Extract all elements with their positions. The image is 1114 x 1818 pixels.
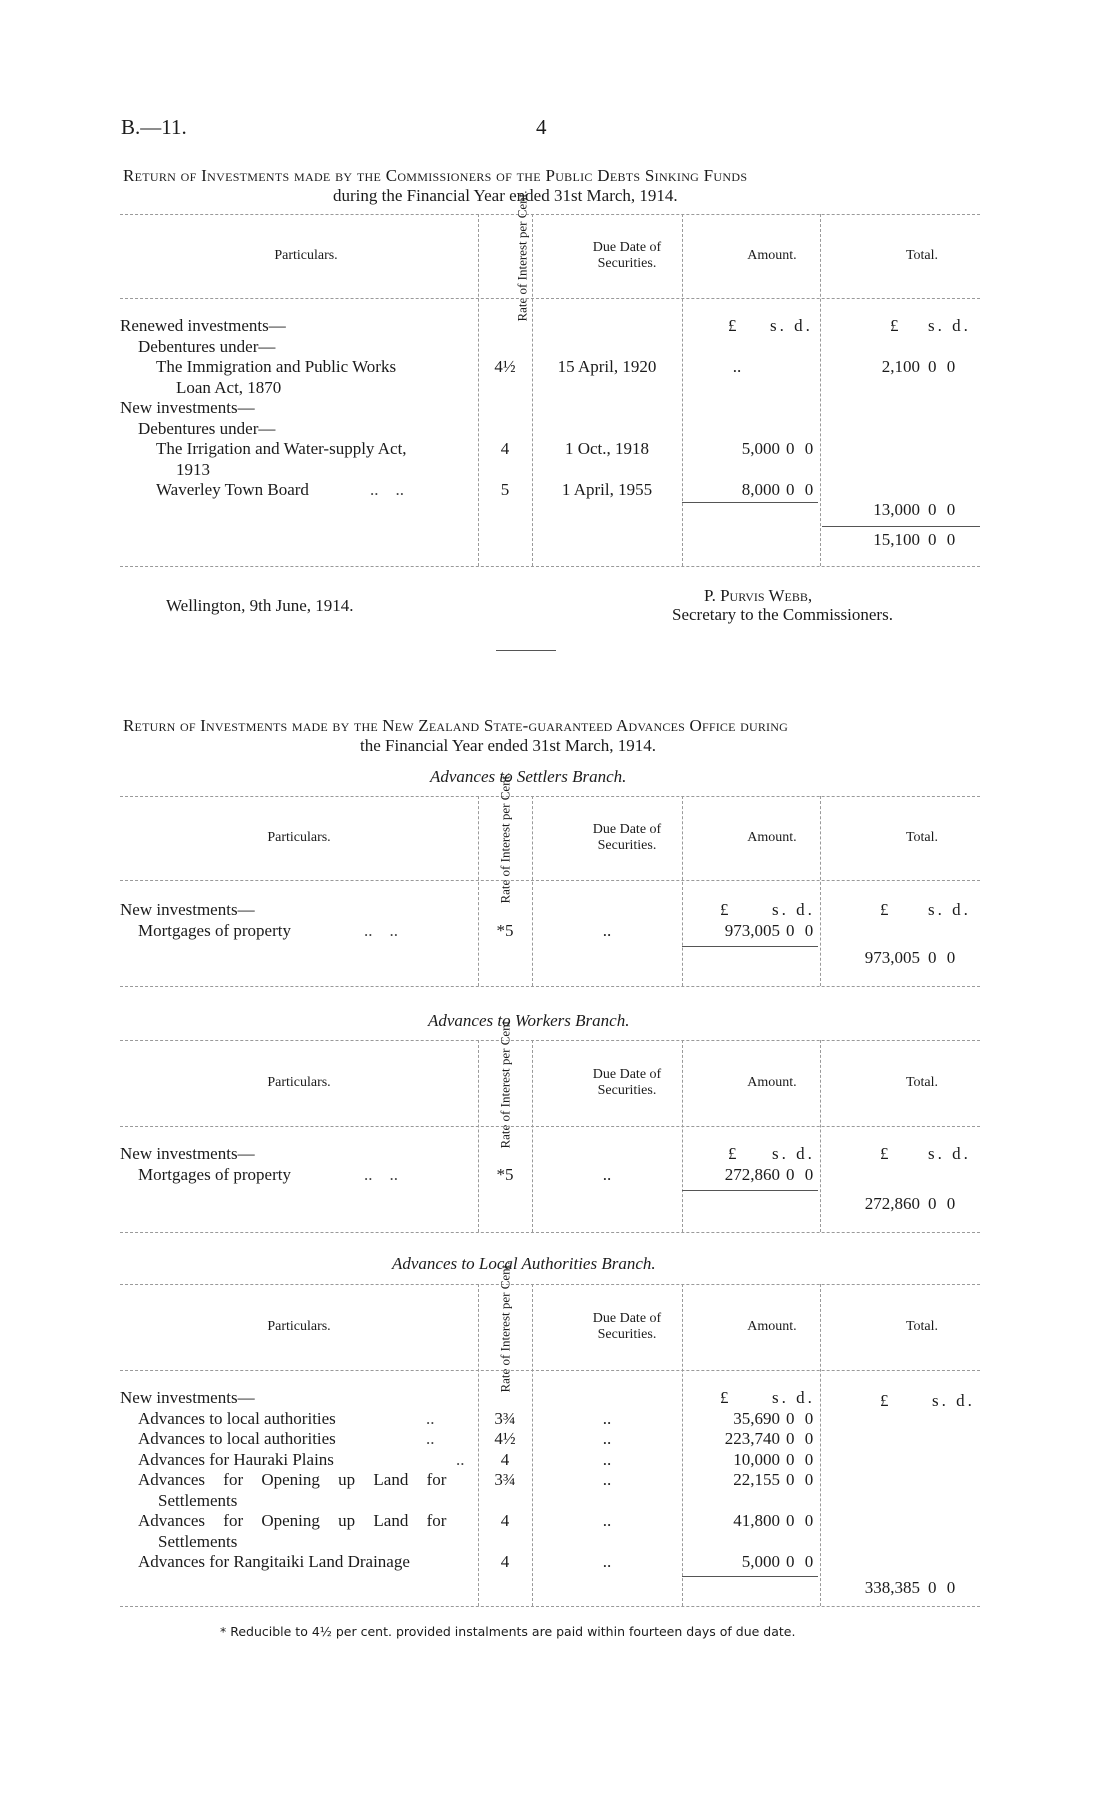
row-amount: 5,000 bbox=[741, 1552, 780, 1571]
row-label: Mortgages of property bbox=[138, 1164, 291, 1184]
total-currency: £ bbox=[880, 1391, 889, 1410]
row-due: 1 April, 1955 bbox=[561, 480, 653, 499]
table-row bbox=[120, 1511, 980, 1532]
row-amount: .. bbox=[732, 357, 742, 376]
row-amount-sd: 0 0 bbox=[786, 1449, 817, 1469]
total-sd: 0 0 bbox=[928, 1194, 959, 1213]
row-label: Advances for Hauraki Plains bbox=[138, 1449, 334, 1469]
row-leader: .. .. bbox=[364, 1164, 398, 1184]
place-date: Wellington, 9th June, 1914. bbox=[166, 596, 354, 615]
row-amount: 35,690 bbox=[733, 1408, 780, 1428]
row-label: The Immigration and Public Works bbox=[156, 357, 397, 376]
col-header-total: Total. bbox=[905, 830, 939, 845]
row-due: .. bbox=[602, 1408, 612, 1428]
subtotal-sd: 0 0 bbox=[928, 500, 959, 519]
col-header-amount: Amount. bbox=[747, 248, 797, 263]
total-currency: £ bbox=[880, 1144, 889, 1163]
row-amount-sd: 0 0 bbox=[786, 439, 817, 458]
row-amount: 22,155 bbox=[733, 1470, 780, 1489]
workers-body bbox=[120, 1144, 980, 1228]
row-amount-sd: 0 0 bbox=[786, 1552, 817, 1571]
row-due: .. bbox=[602, 1470, 612, 1489]
row-amount-sd: 0 0 bbox=[786, 920, 817, 940]
row-label: Renewed investments— bbox=[120, 316, 286, 335]
footnote: * Reducible to 4½ per cent. provided instalments are paid within fourteen days of due date. bbox=[220, 1624, 796, 1639]
section-divider bbox=[496, 650, 556, 651]
table-row bbox=[120, 439, 980, 460]
workers-title: Advances to Workers Branch. bbox=[428, 1011, 630, 1030]
amount-currency: £ bbox=[728, 316, 737, 335]
amount-currency: £ bbox=[728, 1144, 737, 1163]
row-label: Advances to local authorities bbox=[138, 1429, 336, 1448]
row-amount-sd: 0 0 bbox=[786, 1164, 817, 1184]
total-currency: £ bbox=[880, 900, 889, 919]
row-due: .. bbox=[602, 1552, 612, 1571]
total-row bbox=[120, 1194, 980, 1215]
table-row bbox=[120, 1409, 980, 1430]
page-number: 4 bbox=[536, 115, 547, 139]
col-header-amount: Amount. bbox=[747, 1319, 797, 1334]
subtotal-row bbox=[120, 500, 980, 521]
row-label: Mortgages of property bbox=[138, 920, 291, 940]
page-ref: B.—11. bbox=[121, 115, 187, 139]
advances-title-line1: Return of Investments made by the New Zealand State-guaranteed Advances Office during bbox=[123, 716, 788, 735]
row-label: Waverley Town Board bbox=[156, 480, 309, 499]
row-rate: *5 bbox=[496, 1164, 514, 1184]
row-label: Advances for Opening up Land for bbox=[138, 1511, 447, 1530]
total-sd: 0 0 bbox=[928, 530, 959, 549]
row-due: 1 Oct., 1918 bbox=[564, 439, 650, 458]
amount-currency: £ bbox=[720, 900, 729, 919]
col-header-rate: Rate of Interest per Cent. bbox=[497, 1261, 513, 1393]
signatory: P. Purvis Webb, bbox=[704, 586, 813, 605]
row-rate: *5 bbox=[496, 920, 514, 940]
row-leader: .. bbox=[426, 1429, 435, 1448]
col-header-due: Due Date of Securities. bbox=[592, 1067, 662, 1098]
row-due: .. bbox=[602, 1449, 612, 1469]
local-body bbox=[120, 1388, 980, 1602]
col-header-due: Due Date of Securities. bbox=[592, 1311, 662, 1342]
row-leader: .. bbox=[456, 1449, 465, 1469]
row-amount-sd: 0 0 bbox=[786, 480, 817, 499]
row-amount: 973,005 bbox=[724, 920, 780, 940]
total-sd-header: s. d. bbox=[928, 900, 971, 919]
total-sd: 0 0 bbox=[928, 948, 959, 967]
table-row bbox=[120, 1165, 980, 1186]
row-rate: 4 bbox=[500, 1449, 510, 1469]
amount-currency: £ bbox=[720, 1388, 729, 1407]
col-header-total: Total. bbox=[905, 1319, 939, 1334]
col-header-amount: Amount. bbox=[747, 1075, 797, 1090]
row-label: Settlements bbox=[158, 1531, 238, 1551]
total-sd-header: s. d. bbox=[928, 316, 971, 335]
row-rate: 4½ bbox=[494, 357, 516, 376]
table-row bbox=[120, 1429, 980, 1450]
total-sd-header: s. d. bbox=[928, 1144, 971, 1163]
total-row bbox=[120, 530, 980, 551]
row-rate: 5 bbox=[500, 480, 510, 499]
row-label: Debentures under— bbox=[138, 418, 276, 438]
col-header-total: Total. bbox=[905, 1075, 939, 1090]
signatory-title: Secretary to the Commissioners. bbox=[672, 605, 893, 624]
total-sd-header: s. d. bbox=[932, 1391, 975, 1410]
row-amount: 41,800 bbox=[733, 1511, 780, 1530]
table-row bbox=[120, 1450, 980, 1471]
row-label: Advances to local authorities bbox=[138, 1408, 336, 1428]
row-leader: .. bbox=[426, 1408, 435, 1428]
table-row bbox=[120, 1552, 980, 1573]
row-amount-sd: 0 0 bbox=[786, 1429, 817, 1448]
col-header-rate: Rate of Interest per Cent. bbox=[497, 772, 513, 904]
row-label: New investments— bbox=[120, 398, 255, 417]
col-header-due: Due Date of Securities. bbox=[592, 240, 662, 271]
row-label: New investments— bbox=[120, 900, 255, 919]
row-label: New investments— bbox=[120, 1144, 255, 1163]
table-row bbox=[120, 921, 980, 942]
row-amount-sd: 0 0 bbox=[786, 1470, 817, 1489]
row-amount: 5,000 bbox=[741, 439, 780, 458]
row-label: Advances for Rangitaiki Land Drainage bbox=[138, 1552, 410, 1571]
local-title: Advances to Local Authorities Branch. bbox=[392, 1254, 656, 1273]
col-header-rate: Rate of Interest per Cent. bbox=[514, 190, 530, 322]
row-label: New investments— bbox=[120, 1388, 255, 1407]
row-leader: .. .. bbox=[364, 920, 398, 940]
amount-sd-header: s. d. bbox=[772, 1144, 815, 1163]
sinking-body bbox=[120, 316, 980, 566]
total-value: 338,385 bbox=[864, 1578, 920, 1597]
sinking-title-line1: Return of Investments made by the Commissioners of the Public Debts Sinking Funds bbox=[123, 166, 748, 185]
col-header-particulars: Particulars. bbox=[274, 248, 338, 263]
advances-title-line2: the Financial Year ended 31st March, 1914. bbox=[360, 736, 657, 755]
row-label: 1913 bbox=[176, 459, 210, 479]
col-header-particulars: Particulars. bbox=[267, 830, 331, 845]
total-sd: 0 0 bbox=[928, 1578, 959, 1597]
col-header-particulars: Particulars. bbox=[267, 1075, 331, 1090]
col-header-rate: Rate of Interest per Cent. bbox=[497, 1017, 513, 1149]
row-amount: 272,860 bbox=[724, 1164, 780, 1184]
row-label: The Irrigation and Water-supply Act, bbox=[156, 439, 407, 458]
row-rate: 4½ bbox=[494, 1429, 516, 1448]
col-header-due: Due Date of Securities. bbox=[592, 822, 662, 853]
col-header-amount: Amount. bbox=[747, 830, 797, 845]
sinking-title-line2: during the Financial Year ended 31st March, 1914. bbox=[333, 186, 678, 205]
row-amount-sd: 0 0 bbox=[786, 1408, 817, 1428]
table-row bbox=[120, 480, 980, 501]
amount-sd-header: s. d. bbox=[772, 900, 815, 919]
row-due: 15 April, 1920 bbox=[557, 357, 657, 376]
total-currency: £ bbox=[890, 316, 899, 335]
row-amount-sd: 0 0 bbox=[786, 1511, 817, 1530]
row-rate: 4 bbox=[500, 1511, 510, 1530]
settlers-body bbox=[120, 900, 980, 980]
total-row bbox=[120, 1578, 980, 1599]
row-rate: 4 bbox=[500, 439, 510, 458]
table-row bbox=[120, 357, 980, 378]
col-header-total: Total. bbox=[905, 248, 939, 263]
row-total: 2,100 bbox=[881, 357, 920, 376]
total-value: 15,100 bbox=[873, 530, 920, 549]
row-total-sd: 0 0 bbox=[928, 357, 959, 376]
row-rate: 3¾ bbox=[494, 1408, 516, 1428]
total-value: 272,860 bbox=[864, 1194, 920, 1213]
total-row bbox=[120, 948, 980, 969]
row-label: Settlements bbox=[158, 1490, 238, 1510]
row-amount: 223,740 bbox=[724, 1429, 780, 1448]
row-rate: 3¾ bbox=[494, 1470, 516, 1489]
row-due: .. bbox=[602, 1511, 612, 1530]
subtotal-value: 13,000 bbox=[873, 500, 920, 519]
amount-sd-header: s. d. bbox=[772, 1388, 815, 1407]
col-header-particulars: Particulars. bbox=[267, 1319, 331, 1334]
row-label: Advances for Opening up Land for bbox=[138, 1470, 447, 1489]
row-label: Loan Act, 1870 bbox=[176, 377, 282, 397]
row-due: .. bbox=[602, 1164, 612, 1184]
row-leader: .. .. bbox=[370, 480, 404, 499]
total-value: 973,005 bbox=[864, 948, 920, 967]
row-rate: 4 bbox=[500, 1552, 510, 1571]
table-row bbox=[120, 1470, 980, 1491]
row-due: .. bbox=[602, 920, 612, 940]
row-amount: 8,000 bbox=[741, 480, 780, 499]
settlers-title: Advances to Settlers Branch. bbox=[430, 767, 627, 786]
row-due: .. bbox=[602, 1429, 612, 1448]
amount-sd-header: s. d. bbox=[770, 316, 813, 335]
row-label: Debentures under— bbox=[138, 336, 276, 356]
row-amount: 10,000 bbox=[733, 1449, 780, 1469]
